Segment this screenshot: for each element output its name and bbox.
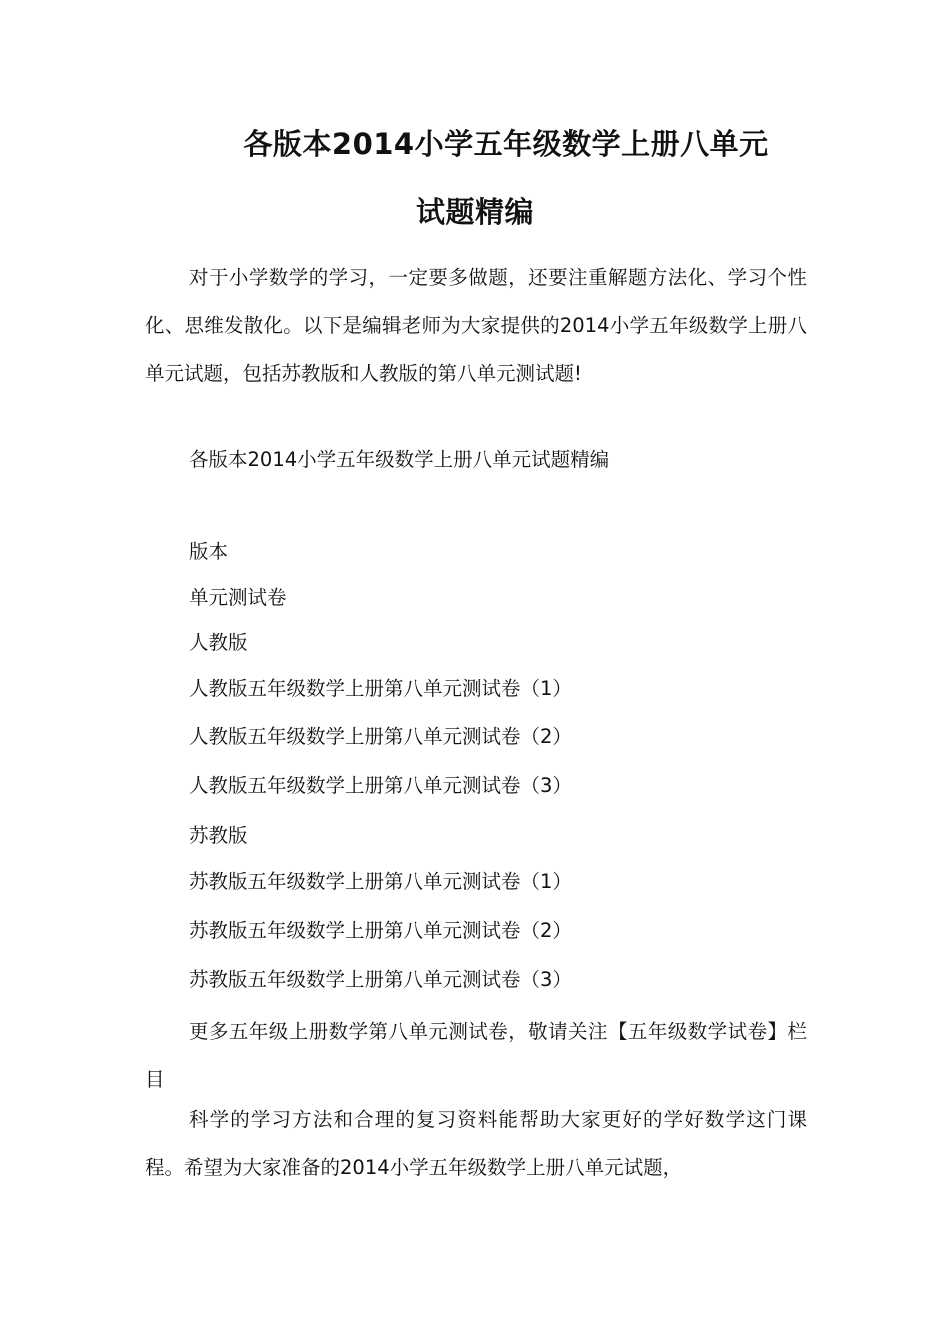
test-link-sujiao-2[interactable]: 苏教版五年级数学上册第八单元测试卷（2） <box>189 919 572 942</box>
group-name-sujiao: 苏教版 <box>189 824 248 847</box>
test-link-renjiao-1[interactable]: 人教版五年级数学上册第八单元测试卷（1） <box>189 677 572 700</box>
table-header-version: 版本 <box>189 540 229 563</box>
test-link-sujiao-3[interactable]: 苏教版五年级数学上册第八单元测试卷（3） <box>189 968 572 991</box>
table-header-unit-test: 单元测试卷 <box>189 586 287 609</box>
subtitle-line: 各版本2014小学五年级数学上册八单元试题精编 <box>189 448 610 471</box>
group-name-renjiao: 人教版 <box>189 631 248 654</box>
test-link-renjiao-2[interactable]: 人教版五年级数学上册第八单元测试卷（2） <box>189 725 572 748</box>
intro-paragraph: 对于小学数学的学习，一定要多做题，还要注重解题方法化、学习个性化、思维发散化。以下是编辑老师为大家提供的2014小学五年级数学上册八单元试题，包括苏教版和人教版的第八单元测试题! <box>145 266 807 385</box>
document-title-line-1: 各版本2014小学五年级数学上册八单元 <box>243 127 769 161</box>
document-title-line-2: 试题精编 <box>415 195 534 229</box>
more-note-paragraph: 更多五年级上册数学第八单元测试卷，敬请关注【五年级数学试卷】栏目 <box>145 1020 807 1091</box>
test-link-sujiao-1[interactable]: 苏教版五年级数学上册第八单元测试卷（1） <box>189 870 572 893</box>
test-link-renjiao-3[interactable]: 人教版五年级数学上册第八单元测试卷（3） <box>189 774 572 797</box>
closing-paragraph: 科学的学习方法和合理的复习资料能帮助大家更好的学好数学这门课程。希望为大家准备的2014小学五年级数学上册八单元试题， <box>145 1108 807 1179</box>
